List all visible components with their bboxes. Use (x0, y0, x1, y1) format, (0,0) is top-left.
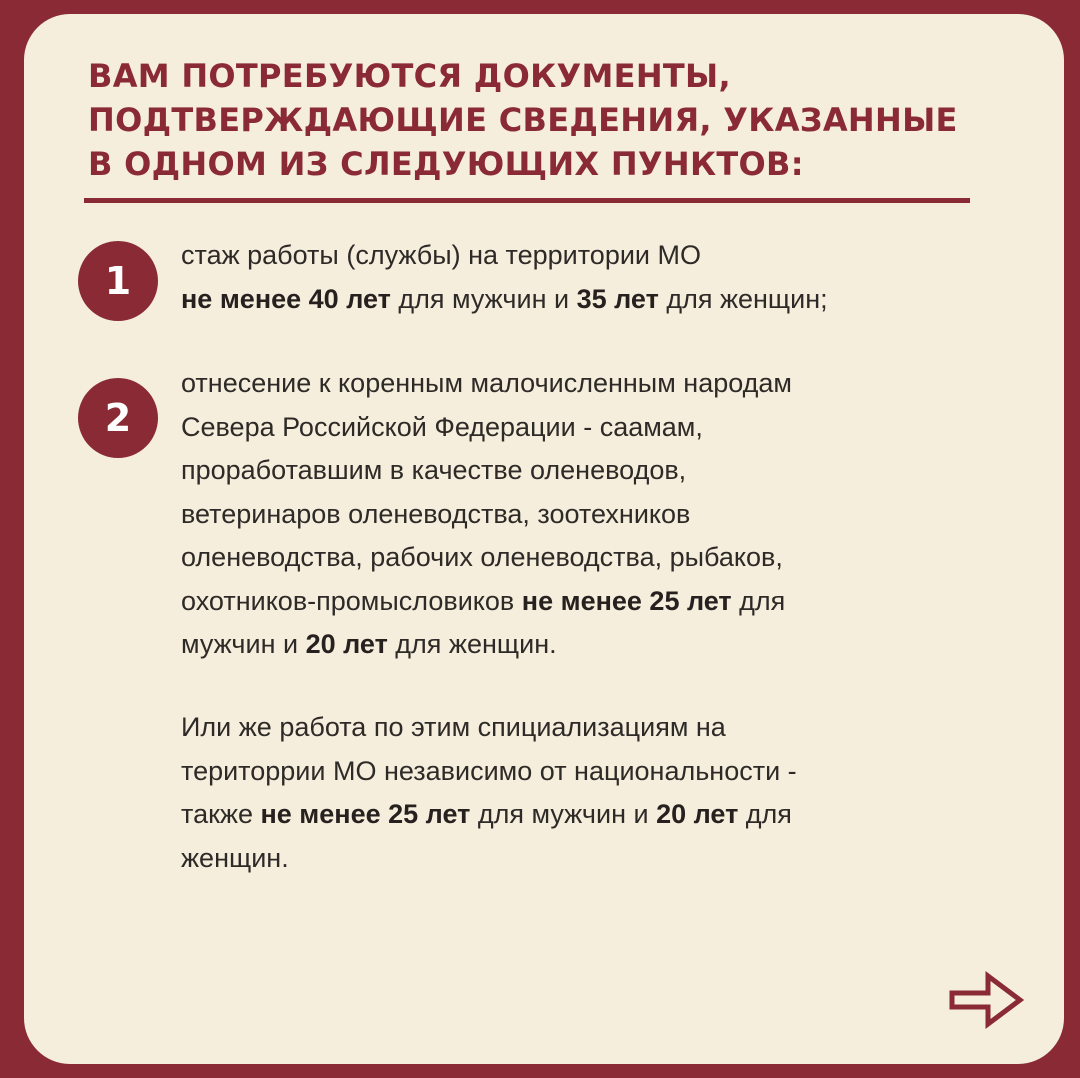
note-text (181, 706, 1001, 880)
item-1-text (181, 234, 1001, 321)
item-2-bold-1: не менее 25 лет (521, 585, 732, 616)
item-2-number-badge: 2 (78, 378, 158, 458)
item-2-plain-2: для (731, 585, 786, 616)
content-card (24, 14, 1064, 1064)
item-2-line-3: проработавшим в качестве оленеводов, (181, 455, 687, 485)
arrow-right-icon[interactable] (946, 970, 1026, 1030)
title-line-1: ВАМ ПОТРЕБУЮТСЯ ДОКУМЕНТЫ, (88, 57, 731, 95)
item-1-line-1: стаж работы (службы) на территории МО (181, 240, 701, 270)
item-2-line-2: Севера Российской Федерации - саамам, (181, 411, 703, 442)
item-2-line-1: отнесение к коренным малочисленным народам (181, 368, 792, 398)
item-1-bold-1: не менее 40 лет (181, 283, 391, 314)
note-bold-2: 20 лет (656, 799, 739, 829)
item-2-plain-1: охотников-промысловиков (181, 585, 522, 616)
page-title (88, 54, 1048, 186)
item-2-text (181, 362, 1001, 667)
note-bold-1: не менее 25 лет (260, 799, 471, 829)
note-plain-1: также (181, 799, 261, 829)
item-1-number-badge: 1 (78, 241, 158, 321)
title-line-2: ПОДТВЕРЖДАЮЩИЕ СВЕДЕНИЯ, УКАЗАННЫЕ (88, 101, 958, 139)
title-line-3: В ОДНОМ ИЗ СЛЕДУЮЩИХ ПУНКТОВ: (88, 145, 804, 183)
item-1-plain-1: для мужчин и (390, 283, 577, 314)
note-plain-3: для (738, 799, 792, 829)
item-1-plain-2: для женщин; (658, 283, 828, 314)
note-line-4: женщин. (181, 842, 289, 873)
item-2-line-5: оленеводства, рабочих оленеводства, рыбаков, (181, 542, 783, 572)
item-2-plain-4: для женщин. (387, 629, 557, 659)
note-line-2: територрии МО независимо от национальности - (181, 755, 797, 786)
item-1-bold-2: 35 лет (576, 283, 659, 314)
item-2-plain-3: мужчин и (181, 629, 306, 659)
title-divider (84, 198, 970, 203)
item-2-bold-2: 20 лет (305, 629, 388, 659)
note-plain-2: для мужчин и (470, 799, 657, 829)
note-line-1: Или же работа по этим спициализациям на (181, 712, 726, 742)
item-2-line-4: ветеринаров оленеводства, зоотехников (181, 498, 691, 529)
